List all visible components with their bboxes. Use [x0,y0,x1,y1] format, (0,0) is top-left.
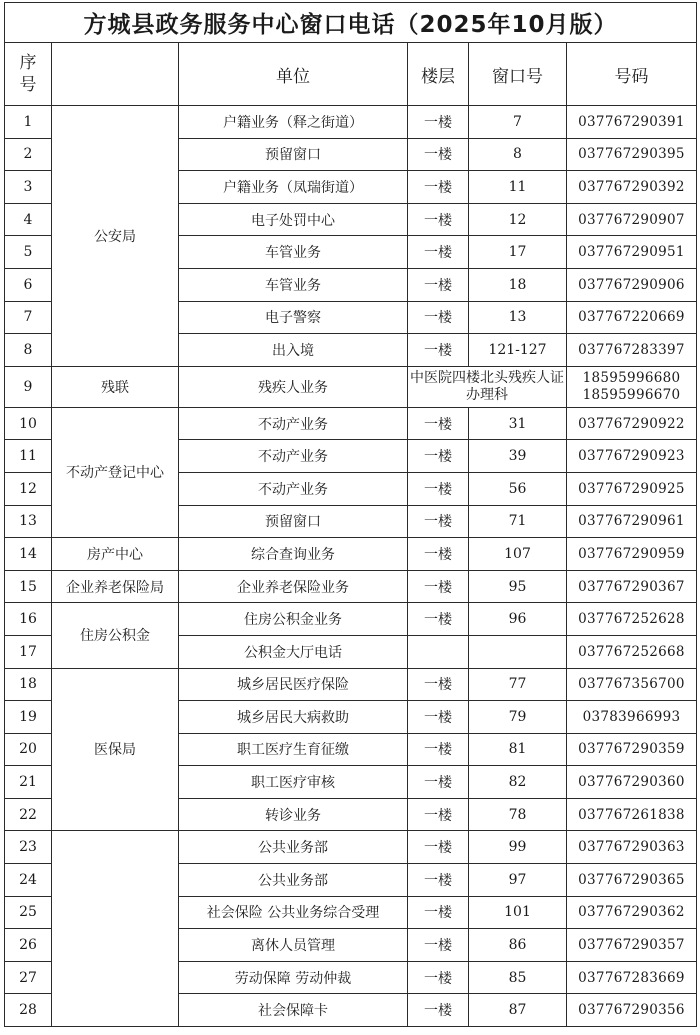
phone-cell: 037767290360 [567,766,697,799]
window-cell: 97 [469,864,567,897]
row-index: 9 [5,366,52,407]
floor-cell: 一楼 [408,203,469,236]
phone-cell: 037767356700 [567,668,697,701]
service-cell: 电子处罚中心 [179,203,408,236]
window-cell: 87 [469,994,567,1027]
service-cell: 残疾人业务 [179,366,408,407]
phone-cell [567,366,697,407]
service-cell: 不动产业务 [179,472,408,505]
floor-cell: 一楼 [408,766,469,799]
window-cell: 8 [469,138,567,171]
department-cell: 残联 [52,366,179,407]
phone-cell: 037767290392 [567,171,697,204]
row-index: 6 [5,268,52,301]
service-cell: 预留窗口 [179,505,408,538]
service-cell: 综合查询业务 [179,538,408,571]
phone-cell: 037767220669 [567,301,697,334]
phone-cell: 037767290362 [567,896,697,929]
phone-cell: 037767290356 [567,994,697,1027]
row-index: 1 [5,106,52,139]
service-cell: 电子警察 [179,301,408,334]
row-index: 8 [5,334,52,367]
table-row [5,831,697,864]
service-cell: 离休人员管理 [179,929,408,962]
phone-secondary: 18595996670 [582,386,681,403]
window-cell: 71 [469,505,567,538]
table-row [5,366,697,407]
row-index: 24 [5,864,52,897]
window-cell [469,635,567,668]
header-department [52,43,179,106]
row-index: 3 [5,171,52,204]
service-cell: 车管业务 [179,268,408,301]
floor-cell: 一楼 [408,831,469,864]
row-index: 22 [5,798,52,831]
floor-cell: 一楼 [408,407,469,440]
phone-cell: 037767290363 [567,831,697,864]
department-cell: 医保局 [52,668,179,831]
window-cell: 31 [469,407,567,440]
phone-cell: 037767290925 [567,472,697,505]
row-index: 25 [5,896,52,929]
phone-cell: 037767283669 [567,961,697,994]
row-index: 13 [5,505,52,538]
service-cell: 不动产业务 [179,440,408,473]
window-cell: 12 [469,203,567,236]
floor-cell: 一楼 [408,798,469,831]
floor-cell: 一楼 [408,538,469,571]
row-index: 17 [5,635,52,668]
window-cell: 85 [469,961,567,994]
service-cell: 社会保险 公共业务综合受理 [179,896,408,929]
service-cell: 公共业务部 [179,864,408,897]
floor-cell: 一楼 [408,733,469,766]
window-cell: 86 [469,929,567,962]
window-cell: 82 [469,766,567,799]
service-cell: 劳动保障 劳动仲裁 [179,961,408,994]
floor-cell: 一楼 [408,864,469,897]
phone-cell: 037767290951 [567,236,697,269]
header-index: 序 号 [5,43,52,106]
header-floor: 楼层 [408,43,469,106]
floor-cell: 一楼 [408,334,469,367]
phone-cell: 037767290365 [567,864,697,897]
service-cell: 转诊业务 [179,798,408,831]
location-cell: 中医院四楼北头残疾人证办理科 [408,366,567,407]
service-cell: 职工医疗生育征缴 [179,733,408,766]
window-cell: 18 [469,268,567,301]
department-cell: 不动产登记中心 [52,407,179,537]
phone-cell: 037767290906 [567,268,697,301]
window-cell: 95 [469,570,567,603]
floor-cell: 一楼 [408,268,469,301]
floor-cell: 一楼 [408,505,469,538]
phone-cell: 037767290961 [567,505,697,538]
phone-primary: 18595996680 [582,369,681,386]
floor-cell [408,635,469,668]
row-index: 21 [5,766,52,799]
floor-cell: 一楼 [408,961,469,994]
service-cell: 公共业务部 [179,831,408,864]
department-cell: 企业养老保险局 [52,570,179,603]
window-cell: 77 [469,668,567,701]
floor-cell: 一楼 [408,472,469,505]
window-cell: 101 [469,896,567,929]
floor-cell: 一楼 [408,994,469,1027]
row-index: 16 [5,603,52,636]
table-row [5,106,697,139]
service-cell: 户籍业务（释之街道） [179,106,408,139]
floor-cell: 一楼 [408,603,469,636]
department-cell: 公安局 [52,106,179,367]
service-cell: 企业养老保险业务 [179,570,408,603]
window-cell: 78 [469,798,567,831]
floor-cell: 一楼 [408,896,469,929]
department-cell: 房产中心 [52,538,179,571]
service-cell: 公积金大厅电话 [179,635,408,668]
row-index: 19 [5,701,52,734]
phone-cell: 037767290922 [567,407,697,440]
row-index: 18 [5,668,52,701]
phone-cell: 03783966993 [567,701,697,734]
phone-cell: 037767290391 [567,106,697,139]
phone-cell: 037767283397 [567,334,697,367]
service-cell: 车管业务 [179,236,408,269]
window-cell: 81 [469,733,567,766]
row-index: 23 [5,831,52,864]
phone-cell: 037767290959 [567,538,697,571]
service-cell: 户籍业务（凤瑞街道） [179,171,408,204]
floor-cell: 一楼 [408,236,469,269]
window-cell: 56 [469,472,567,505]
row-index: 5 [5,236,52,269]
row-index: 27 [5,961,52,994]
service-cell: 出入境 [179,334,408,367]
row-index: 2 [5,138,52,171]
row-index: 4 [5,203,52,236]
floor-cell: 一楼 [408,668,469,701]
window-cell: 107 [469,538,567,571]
row-index: 12 [5,472,52,505]
service-cell: 住房公积金业务 [179,603,408,636]
table-row [5,407,697,440]
header-unit: 单位 [179,43,408,106]
service-cell: 城乡居民大病救助 [179,701,408,734]
phone-cell: 037767290357 [567,929,697,962]
phone-cell: 037767290367 [567,570,697,603]
row-index: 11 [5,440,52,473]
row-index: 14 [5,538,52,571]
table-row [5,538,697,571]
floor-cell: 一楼 [408,701,469,734]
department-cell-empty [52,831,179,1027]
phone-cell: 037767290359 [567,733,697,766]
floor-cell: 一楼 [408,106,469,139]
window-cell: 11 [469,171,567,204]
table-row [5,570,697,603]
row-index: 20 [5,733,52,766]
phone-directory-table [4,2,697,1027]
phone-cell: 037767290907 [567,203,697,236]
phone-cell: 037767252668 [567,635,697,668]
row-index: 26 [5,929,52,962]
window-cell: 17 [469,236,567,269]
floor-cell: 一楼 [408,138,469,171]
row-index: 15 [5,570,52,603]
row-index: 7 [5,301,52,334]
service-cell: 不动产业务 [179,407,408,440]
page-title: 方城县政务服务中心窗口电话（2025年10月版） [5,3,697,43]
table-row [5,668,697,701]
service-cell: 社会保障卡 [179,994,408,1027]
window-cell: 99 [469,831,567,864]
window-cell: 79 [469,701,567,734]
phone-cell: 037767252628 [567,603,697,636]
row-index: 10 [5,407,52,440]
header-window: 窗口号 [469,43,567,106]
floor-cell: 一楼 [408,440,469,473]
service-cell: 职工医疗审核 [179,766,408,799]
floor-cell: 一楼 [408,171,469,204]
table-row [5,603,697,636]
floor-cell: 一楼 [408,570,469,603]
row-index: 28 [5,994,52,1027]
window-cell: 121-127 [469,334,567,367]
header-phone: 号码 [567,43,697,106]
header-row [5,43,697,106]
phone-cell: 037767261838 [567,798,697,831]
service-cell: 预留窗口 [179,138,408,171]
window-cell: 96 [469,603,567,636]
phone-cell: 037767290395 [567,138,697,171]
service-cell: 城乡居民医疗保险 [179,668,408,701]
floor-cell: 一楼 [408,301,469,334]
window-cell: 39 [469,440,567,473]
floor-cell: 一楼 [408,929,469,962]
phone-cell: 037767290923 [567,440,697,473]
window-cell: 7 [469,106,567,139]
window-cell: 13 [469,301,567,334]
department-cell: 住房公积金 [52,603,179,668]
